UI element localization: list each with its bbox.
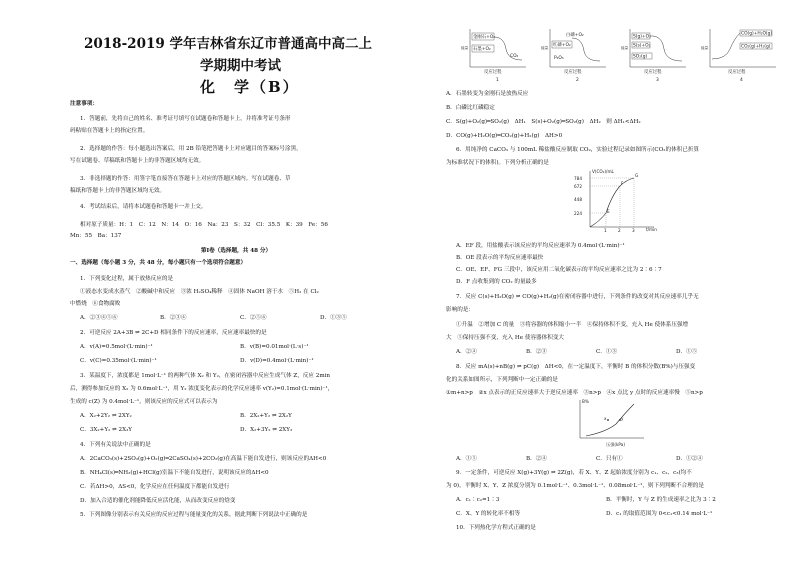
q6-point-label: G <box>635 173 639 178</box>
q6-y-label: V(CO₂)/mL <box>592 169 614 174</box>
question-7: 影响的是： <box>446 307 474 313</box>
q8-point-label: y <box>621 416 624 421</box>
question-8: ①m+n>p ②x 点表示的正反应速率大于逆反应速率 ③n>p ④x 点比 y 点时的反应速率慢 ⑤n>p <box>446 390 703 396</box>
notice-item: 写在试题卷、草稿纸和答题卡上的非答题区域均无效。 <box>70 158 205 164</box>
option: A．②③④⑤⑥ <box>80 315 118 321</box>
q6-y-tick: 448 <box>574 197 582 202</box>
question-6: 为标准状况下的体积)。下列分析正确的是 <box>446 160 549 166</box>
q8-point-label: x <box>604 416 607 421</box>
option: B．②④ <box>526 456 547 462</box>
q6-point-label: F <box>621 181 624 186</box>
option: D．①③⑤ <box>320 315 347 321</box>
option: C．v(C)=0.35mol·(L·min)⁻¹ <box>80 358 157 364</box>
option: B．v(B)=0.01mol·(L·s)⁻¹ <box>240 344 309 350</box>
diagram-label: 石墨+O₂ <box>473 47 491 52</box>
exam-title-line1: 2018-2019 学年吉林省东辽市普通高中高二上 <box>84 36 372 52</box>
q6-y-tick: 672 <box>574 184 582 189</box>
question-5-option: A．石墨转变为金刚石是放热反应 <box>446 91 529 97</box>
diagram-x-axis: 反应过程 <box>728 70 746 75</box>
atomic-masses: 相对原子质量：H：1 C：12 N：14 O：16 Na：23 S：32 Cl：35.5 K：39 Fe：56 <box>80 222 328 228</box>
q6-x-tick: 3 <box>632 228 635 233</box>
question-3: 生成的 c(Z) 为 0.4mol·L⁻¹，则该反应的反应式可以表示为 <box>70 399 218 405</box>
option: B．2X₂+Y₂ ⇌ 2X₂Y <box>240 413 292 419</box>
question-3: 3．某温度下，浓度都是 1mol·L⁻¹ 的两种气体 X₂ 和 Y₂，在密闭容器中反应生成气体 Z，反应 2min <box>80 373 331 379</box>
diagram-y-axis: 能量 <box>461 46 469 50</box>
notice-item: 4．考试结束后，请将本试题卷和答题卡一并上交。 <box>80 204 207 210</box>
diagram-x-axis: 反应过程 <box>484 70 502 75</box>
question-5-option: D．CO(g)+H₂O(g)═CO₂(g)+H₂(g) ΔH>0 <box>446 133 563 139</box>
diagram-label: SO₂(g) <box>633 54 648 60</box>
diagram-label: 白磷+O₂ <box>566 33 584 38</box>
option: B．②③④ <box>160 315 187 321</box>
notice-item: 1．答题前，先将自己的姓名、准考证号填写在试题卷和答题卡上，并将准考证号条形 <box>80 116 291 122</box>
atomic-masses: Mn：55 Ba：137 <box>70 233 122 239</box>
diagram-index: 2 <box>576 78 579 83</box>
option: D．c₁ 的取值范围为 0<c₁<0.14 mol·L⁻¹ <box>606 511 713 517</box>
q8-x-label: 压强(kPa) <box>606 442 625 447</box>
diagram-x-axis: 反应过程 <box>564 70 582 75</box>
question-1-items: ①液态水变成水蒸气 ②酸碱中和反应 ③浓 H₂SO₄稀释 ④固体 NaOH 溶于水 ⑤H₂ 在 Cl₂ <box>80 289 319 295</box>
question-3: 后，测得参加反应的 X₂ 为 0.6mol·L⁻¹，用 Y₂ 浓度变化表示的化学反应速率 v(Y₂)=0.1mol·(L·min)⁻¹， <box>70 386 334 392</box>
question-1-items: 中燃烧 ⑥食物腐败 <box>70 301 121 307</box>
diagram-index: 3 <box>656 78 659 83</box>
question-9: 为 0)，平衡时 X、Y、Z 浓度分别为 0.1mol·L⁻¹、0.3mol·L⁻¹、0.08mol·L⁻¹，则下列判断不合理的是 <box>446 483 704 489</box>
exam-title-line2: 学期期中考试 <box>200 58 281 74</box>
option: C．①③ <box>596 349 618 355</box>
question-5: 5．下列图像分别表示有关反应的反应过程与能量变化的关系，据此判断下列说法中正确的是 <box>80 512 308 518</box>
option: D．①⑤ <box>676 349 698 355</box>
question-4: 4．下列有关说法中正确的是 <box>80 442 151 448</box>
energy-diagrams <box>460 27 778 85</box>
option: B．②③ <box>526 349 547 355</box>
question-7: 大 ⑤保持压强不变，充入 He 使容器体积变大 <box>446 335 565 341</box>
question-6-option: B．OE 段表示的平均反应速率最快 <box>456 255 544 261</box>
question-9: 9．一定条件，可逆反应 X(g)+3Y(g) ⇌ 2Z(g)，若 X、Y、Z 起始浓度分别为 c₁、c₂、c₃(均不 <box>456 470 692 476</box>
option: C．②⑤⑥ <box>240 315 267 321</box>
q6-x-label: t/min <box>646 227 657 232</box>
diagram-y-axis: 能量 <box>701 46 709 50</box>
section-title: 第Ⅰ卷（选择题，共 48 分） <box>200 248 272 254</box>
option: A．②④ <box>456 349 477 355</box>
question-6-option: D．F 点收集到的 CO₂ 的量最多 <box>456 279 537 285</box>
diagram-index: 1 <box>496 78 499 83</box>
option: C．3X₂+Y₂ ⇌ 2X₃Y <box>80 427 132 433</box>
option: D．①②④ <box>676 456 703 462</box>
question-6-option: C．OE、EF、FG 三段中，该反应用二氧化碳表示的平均反应速率之比为 2∶6∶7 <box>456 267 662 273</box>
q8-y-label: B% <box>582 399 589 404</box>
option: A．c₁∶c₂=1∶3 <box>456 497 500 503</box>
q6-point-label: E <box>607 209 610 214</box>
notice-heading: 注意事项： <box>70 101 98 107</box>
diagram-label: CO₂ <box>510 54 519 59</box>
diagram-y-axis: 能量 <box>621 46 629 50</box>
question-6-option: A．EF 段，用盐酸表示该反应的平均反应速率为 0.4mol·(L·min)⁻¹ <box>456 243 625 249</box>
diagram-label: S(g)+O₂ <box>633 34 651 40</box>
left-column <box>70 0 402 562</box>
question-10: 10．下列热化学方程式正确的是 <box>456 525 536 531</box>
question-4-option: D．加入合适的催化剂能降低反应活化能，从而改变反应的焓变 <box>80 498 236 504</box>
diagram-label: S(s)+O₂ <box>633 43 651 49</box>
question-7: 7．反应 C(s)+H₂O(g) ⇌ CO(g)+H₂(g)在密闭容器中进行，下列条件的改变对其反应速率几乎无 <box>456 294 699 300</box>
q6-volume-time-chart <box>572 169 662 241</box>
q6-y-tick: 224 <box>574 211 582 216</box>
diagram-label: CO(g)+H₂O(g) <box>741 31 773 37</box>
question-4-option: B．NH₄Cl(s)═NH₃(g)+HCl(g)室温下不能自发进行，说明该反应的ΔH<0 <box>80 470 269 476</box>
diagram-label: CO₂(g)+H₂(g) <box>741 44 771 50</box>
question-4-option: A．2CaCO₃(s)+2SO₂(g)+O₂(g)═2CaSO₄(s)+2CO₂(g)在高温下能自发进行，则该反应的ΔH<0 <box>80 456 327 462</box>
question-2: 2．可逆反应 2A+3B ⇌ 2C+D 相同条件下的反应速率，反应速率最快的是 <box>80 330 267 336</box>
notice-item: 2．选择题的作答：每小题选出答案后，用 2B 铅笔把答题卡上对应题目的答案标号涂黑， <box>80 146 302 152</box>
option: C．只有① <box>596 456 623 462</box>
diagram-y-axis: 能量 <box>541 46 549 50</box>
right-column <box>446 0 773 562</box>
q6-x-tick: 2 <box>618 228 621 233</box>
question-8: 8．反应 mA(s)+nB(g) ⇌ pC(g) ΔH<0，在一定温度下，平衡时 B 的体积分数(B%)与压强变 <box>456 364 696 370</box>
notice-item: 码粘贴在答题卡上的指定位置。 <box>70 128 149 134</box>
question-4-option: C．若ΔH>0，ΔS<0，化学反应在任何温度下都能自发进行 <box>80 484 230 490</box>
q6-y-tick: 784 <box>574 176 582 181</box>
notice-item: 稿纸和答题卡上的非答题区域均无效。 <box>70 188 166 194</box>
section-subtitle: 一、选择题（每小题 3 分，共 48 分，每小题只有一个选项符合题意） <box>70 260 247 266</box>
option: A．①⑤ <box>456 456 477 462</box>
notice-item: 3．非选择题的作答：用签字笔直接答在答题卡上对应的答题区域内。写在试题卷、草 <box>80 176 291 182</box>
q8-pressure-chart <box>572 398 652 450</box>
question-7: ①升温 ②增加 C 的量 ③将容器的体积缩小一半 ④保持体积不变，充入 He 使体系压强增 <box>456 322 689 328</box>
question-8: 化的关系如图所示，下列判断中一定正确的是 <box>446 377 558 383</box>
question-6: 6．用纯净的 CaCO₃ 与 100mL 稀盐酸反应制取 CO₂，实验过程记录如图所示(CO₂的体积已折算 <box>456 147 700 153</box>
option: B．平衡时，Y 与 Z 的生成速率之比为 3∶2 <box>606 497 716 503</box>
diagram-x-axis: 反应过程 <box>644 70 662 75</box>
q6-x-tick: 1 <box>604 228 607 233</box>
option: A．v(A)=0.5mol·(L·min)⁻¹ <box>80 344 153 350</box>
diagram-label: 金刚石+O₂ <box>473 35 496 40</box>
question-5-option: B．白磷比红磷稳定 <box>446 105 495 111</box>
option: A．X₂+2Y₂ ⇌ 2XY₂ <box>80 413 132 419</box>
diagram-label: 红磷+O₂ <box>553 43 571 48</box>
exam-subject: 化 学（B） <box>200 78 300 96</box>
diagram-label: P₂O₅ <box>554 56 564 61</box>
option: D．v(D)=0.4mol·(L·min)⁻¹ <box>240 358 314 364</box>
question-1: 1．下列变化过程，属于放热反应的是 <box>80 276 174 282</box>
question-5-option: C．S(g)+O₂(g)═SO₂(g) ΔH₁ S(s)+O₂(g)═SO₂(g) ΔH₂ 则 ΔH₁<ΔH₂ <box>446 119 641 125</box>
option: C．X、Y 的转化率不相等 <box>456 511 521 517</box>
option: D．X₂+3Y₂ ⇌ 2XY₃ <box>240 427 293 433</box>
diagram-index: 4 <box>740 78 743 83</box>
